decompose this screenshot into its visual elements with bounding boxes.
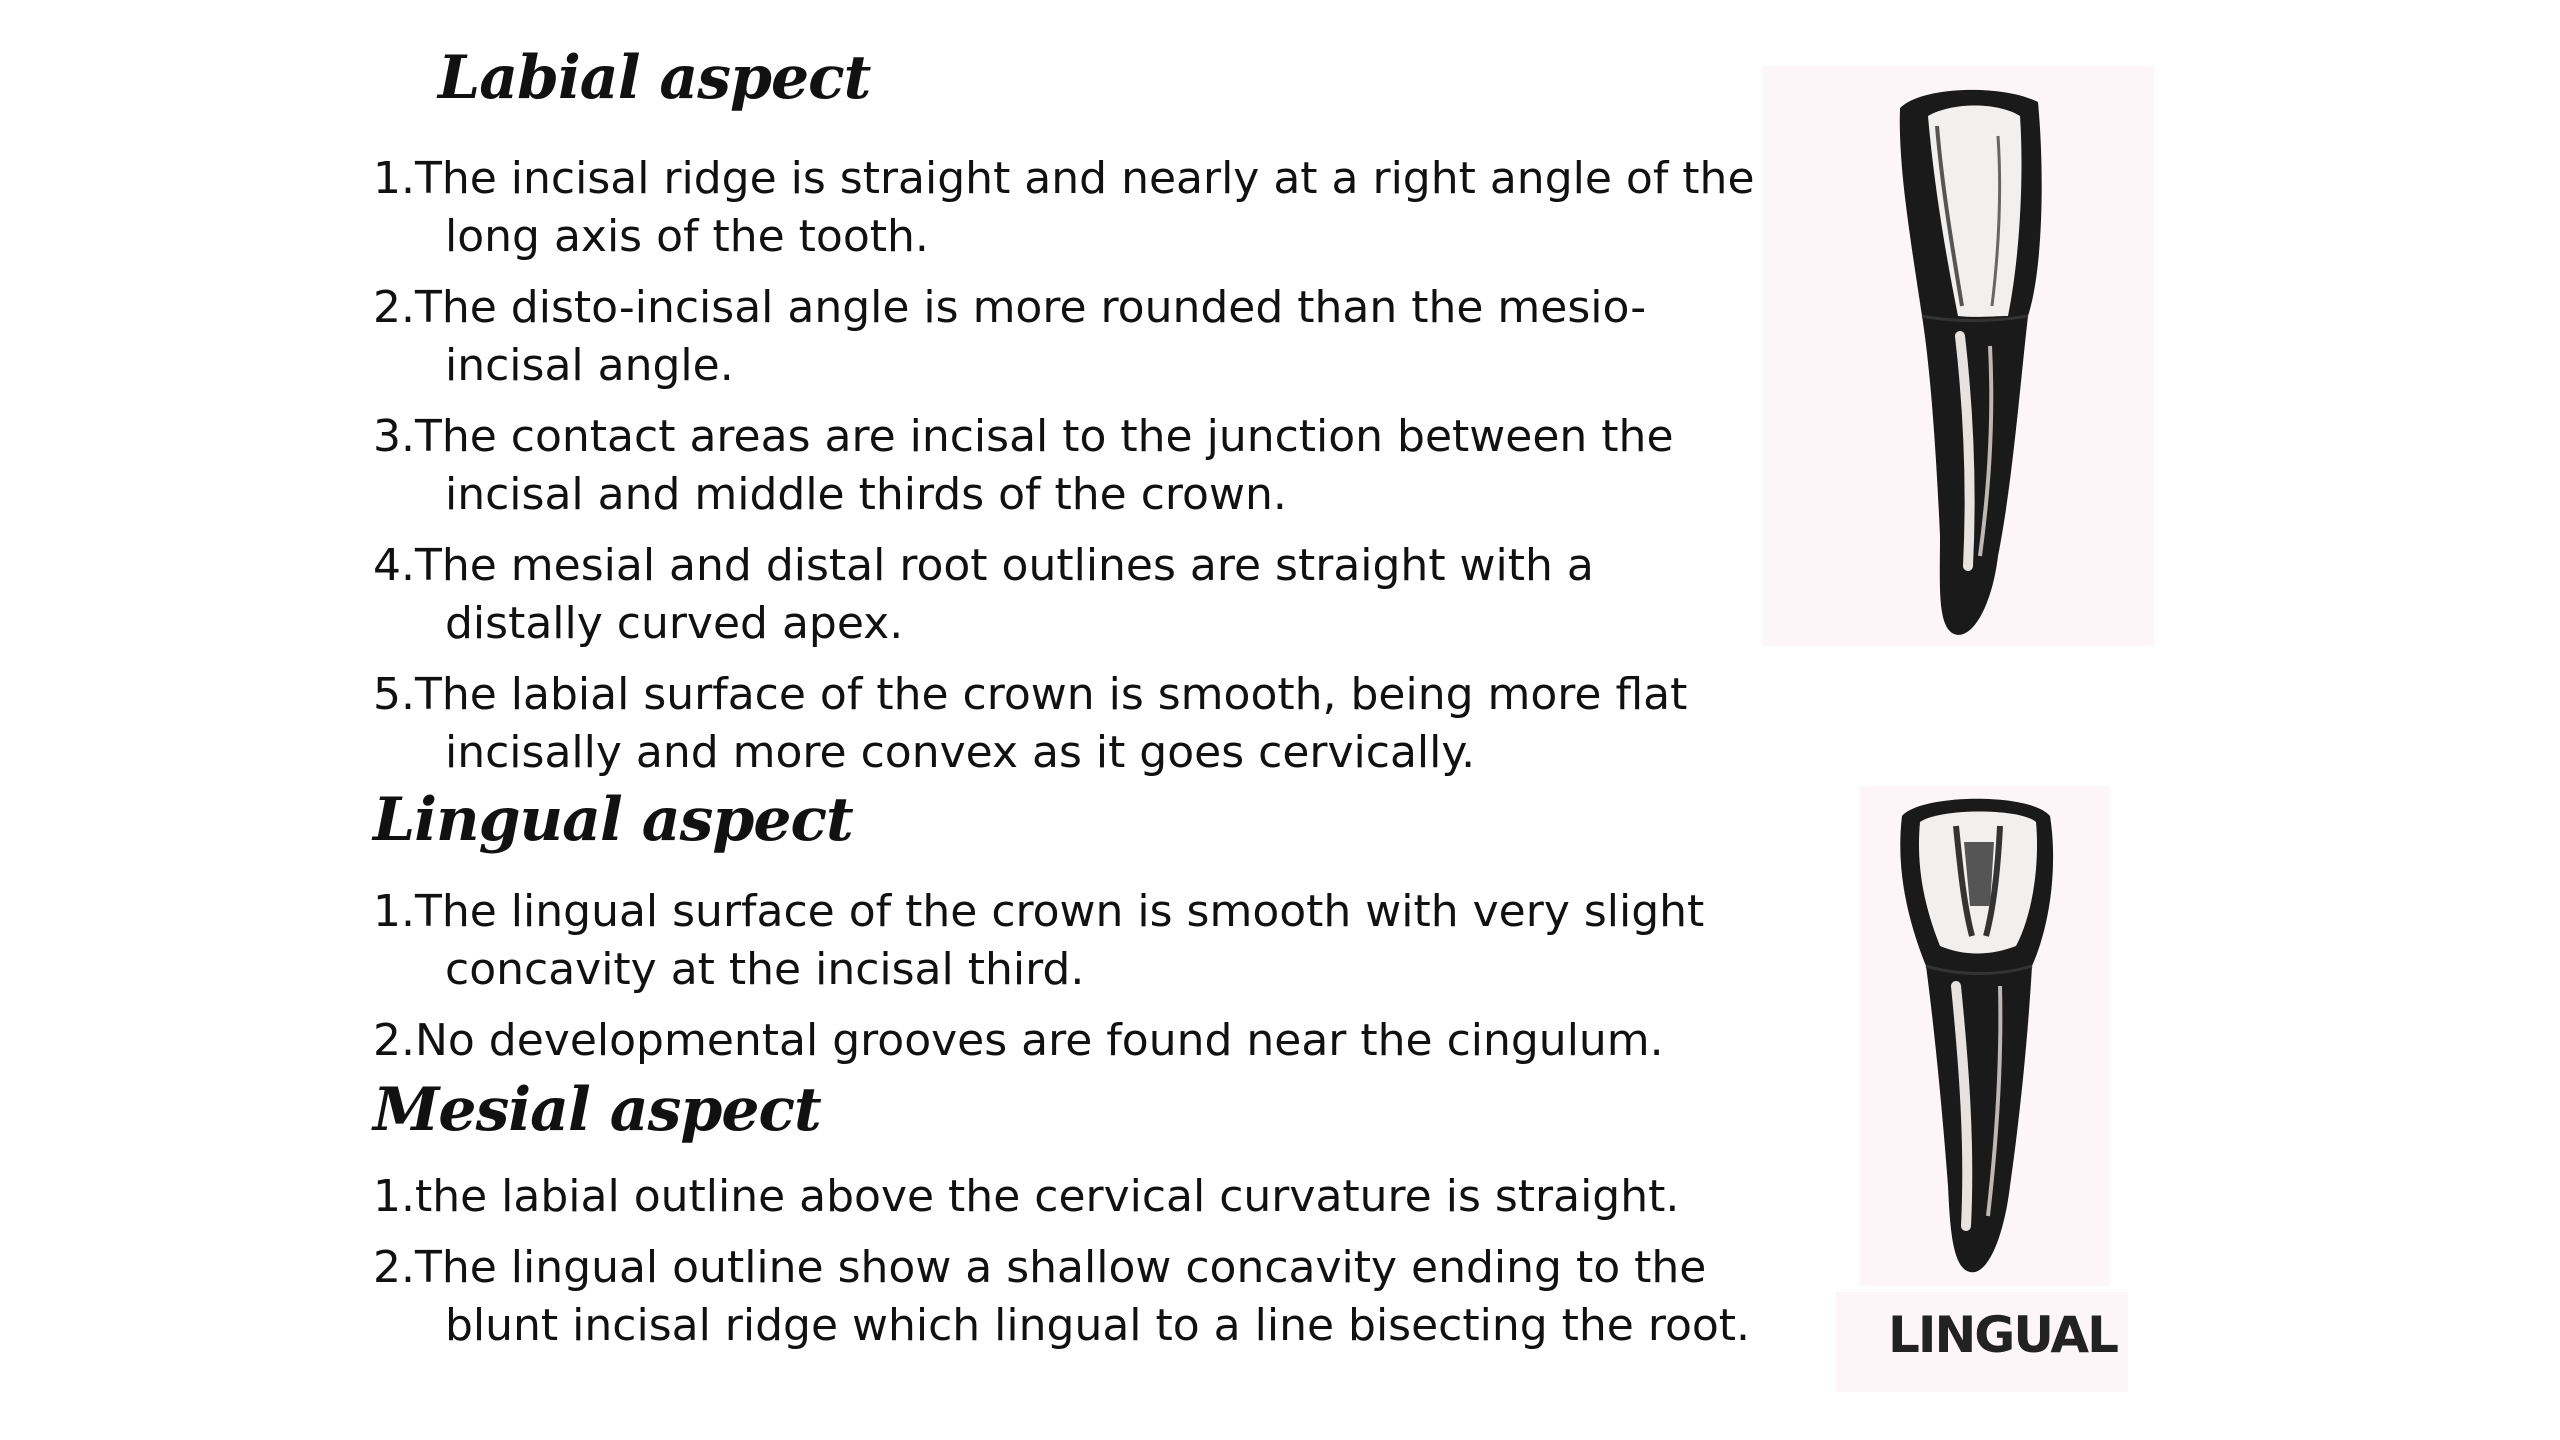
list-item: 2.The lingual outline show a shallow concavity ending to the blunt incisal ridge which lingual to a line bisecting the root. bbox=[373, 1242, 1751, 1351]
mesial-aspect-list bbox=[373, 1168, 1763, 1368]
list-item: 1.the labial outline above the cervical curvature is straight. bbox=[373, 1171, 1680, 1222]
labial-aspect-heading: Labial aspect bbox=[438, 43, 871, 113]
tooth-labial-icon bbox=[1762, 66, 2154, 646]
list-item: 1.The incisal ridge is straight and nearly at a right angle of the long axis of the tooth. bbox=[373, 153, 1755, 262]
list-item: 4.The mesial and distal root outlines are straight with a distally curved apex. bbox=[373, 540, 1594, 649]
lingual-tooth-illustration bbox=[1860, 786, 2110, 1286]
list-item: 3.The contact areas are incisal to the junction between the incisal and middle thirds of the crown. bbox=[373, 411, 1674, 520]
list-item: 1.The lingual surface of the crown is smooth with very slight concavity at the incisal third. bbox=[373, 886, 1705, 995]
lingual-aspect-heading: Lingual aspect bbox=[373, 785, 853, 855]
list-item: 5.The labial surface of the crown is smooth, being more flat incisally and more convex as it goes cervically. bbox=[373, 669, 1688, 778]
lingual-aspect-list bbox=[373, 883, 1763, 1083]
labial-tooth-illustration bbox=[1762, 66, 2154, 646]
labial-aspect-list bbox=[373, 150, 1763, 795]
list-item: 2.No developmental grooves are found near the cingulum. bbox=[373, 1015, 1664, 1066]
tooth-lingual-icon bbox=[1860, 786, 2110, 1286]
mesial-aspect-heading: Mesial aspect bbox=[373, 1075, 821, 1145]
list-item: 2.The disto-incisal angle is more rounded than the mesio-incisal angle. bbox=[373, 282, 1647, 391]
lingual-figure-caption: LINGUAL bbox=[1888, 1306, 2117, 1364]
